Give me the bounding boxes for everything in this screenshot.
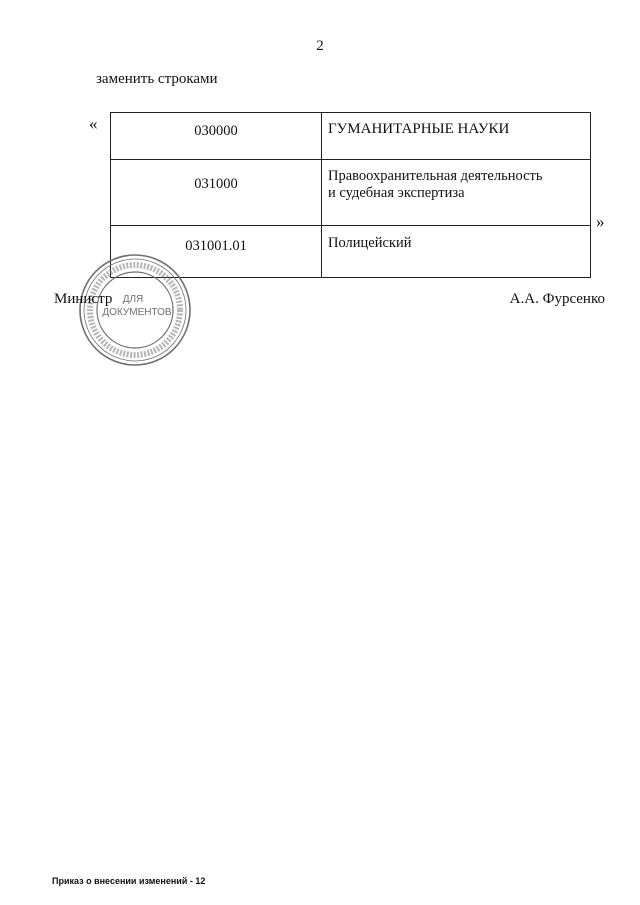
signature-name: А.А. Фурсенко [509,291,605,307]
table-cell-name [322,113,591,160]
name-line: Правоохранительная деятельность [328,168,543,184]
name-line: ГУМАНИТАРНЫЕ НАУКИ [328,121,510,137]
table-cell-code: 031001.01 [111,226,322,278]
stamp-text-line2: ДОКУМЕНТОВ [102,307,172,318]
intro-text: заменить строками [96,71,218,87]
table-row [111,113,591,160]
signature-role: Министр [54,291,113,307]
name-line: Полицейский [328,235,412,251]
table-cell-code: 030000 [111,113,322,160]
name-line: и судебная экспертиза [328,185,465,201]
table-cell-name [322,160,591,226]
quote-close: » [596,212,605,231]
table-cell-name [322,226,591,278]
page-number: 2 [316,38,324,54]
table-cell-code: 031000 [111,160,322,226]
quote-open: « [89,114,98,133]
official-stamp [77,252,193,368]
stamp-text-line1: ДЛЯ [122,294,144,305]
table-row [111,160,591,226]
footer-text: Приказ о внесении изменений - 12 [52,876,206,886]
